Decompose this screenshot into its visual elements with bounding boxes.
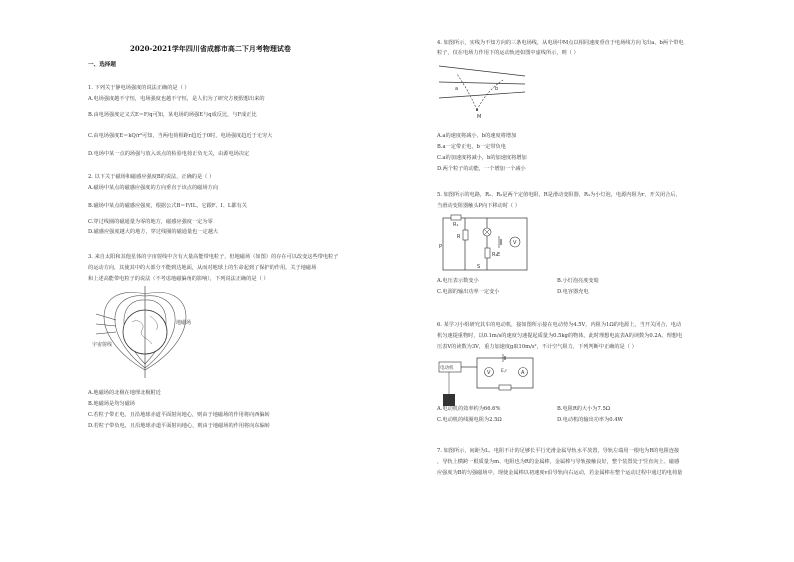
q1-option-c: C.由电场强度E＝kQ/r²可知，当两电荷相距r趋近于0时，电场强度趋近于无穷大	[88, 133, 273, 139]
svg-text:A: A	[521, 370, 525, 376]
particle-a-label: a	[455, 86, 459, 92]
q5-option-c: C.电源的输出功率一定变小	[437, 289, 500, 295]
weight	[443, 394, 455, 406]
q4-stem-line2: 粒子，仅在电场力作用下的运动轨迹如图中虚线所示，则（ ）	[437, 50, 579, 56]
q3-stem-line2: 的运动方向，其使其中的大部分不能到达地面，从而对地球上的生命起到了保护的作用。关于地磁场	[88, 265, 317, 271]
resistor-r2	[485, 248, 490, 258]
q5-option-a: A.电压表示数变小	[437, 278, 479, 284]
q3-stem-line1: 3. 来自太阳和其他星体的宇宙射线中含有大量高能带电粒子，但地磁场（如图）的存在可以改变这些带电粒子	[88, 254, 339, 260]
svg-text:P: P	[439, 244, 443, 250]
cosmic-ray-label: 宇宙射线	[92, 342, 113, 348]
q4-option-b: B.a一定带正电，b一定带负电	[437, 144, 506, 150]
q5-stem-line1: 5. 如图所示的电路，R₁、R₂是两个定值电阻，R是滑动变阻器，R₃为小灯泡，电源内阻为r，开关闭合后，	[437, 192, 681, 198]
svg-text:V: V	[487, 370, 491, 376]
svg-text:E,r: E,r	[501, 369, 508, 374]
resistor-r	[463, 230, 468, 240]
q7-stem-line2: ，导轨上横跨一根质量为m、电阻也为R的金属棒，金属棒与导轨接触良好，整个装置处于竖直向上、磁感	[437, 459, 680, 465]
q4-stem-line1: 4. 如图所示，实线为不知方向的三条电场线，从电场中M点以相同速度垂直于电场线方向飞出a、b两个带电	[437, 40, 684, 46]
q2-option-a: A.磁场中某点的磁感应强度的方向垂直于该点的磁场方向	[88, 185, 218, 191]
q6-option-d: D.电动机的输出功率为0.4W	[557, 417, 623, 423]
motor-circuit-figure	[437, 352, 537, 408]
q2-option-b: B.磁场中某点的磁感应强度，根据公式B＝F/IL，它跟F、I、L都有关	[88, 203, 247, 209]
particle-b-label: b	[495, 86, 499, 92]
q1-option-a: A.电场强度越不守恒，电场强度也越不守恒，是人们为了研究方便假想出来的	[88, 96, 265, 102]
svg-text:R₂: R₂	[492, 252, 498, 258]
point-m-label: M	[477, 114, 482, 120]
section-heading: 一、选择题	[88, 62, 116, 68]
q3-option-a: A.地磁场的北极在地理北极附近	[88, 390, 161, 396]
resistor-r1	[451, 215, 461, 220]
q1-stem: 1. 下列关于静电场强度的说法正确的是（ ）	[88, 85, 190, 91]
q6-stem-line2: 机匀速提重物时，以0.1m/s的速度匀速提起质量为0.5kg的物体，此时理想电流表A的读数为0.2A，理想电	[437, 333, 683, 339]
q2-option-c: C.穿过线圈的磁通量为零的地方，磁感应强度一定为零	[88, 219, 213, 225]
q6-option-b: B.电阻R的大小为7.5Ω	[557, 406, 611, 412]
q2-stem: 2. 以下关于磁场和磁感应强度B的说法，正确的是（ ）	[88, 174, 215, 180]
svg-text:E: E	[497, 252, 501, 258]
q6-stem-line1: 6. 某学习小组研究其车的电动机，接如图所示接在电动势为4.5V，内阻为1Ω的电源上，当开关闭合，电动	[437, 322, 682, 328]
q4-option-c: C.a的加速度将减小，b的加速度将增加	[437, 155, 527, 161]
circuit-figure-q5	[437, 212, 533, 274]
svg-text:R: R	[457, 234, 461, 240]
svg-text:S: S	[477, 264, 481, 270]
q5-stem-line2: 当滑动变阻器触头P向下移动时（ ）	[437, 203, 520, 209]
resistor-q6	[499, 385, 511, 390]
q3-stem-line3: 和上述高能带电粒子的说法（不考虑地磁偏角的影响），下列说法正确的是（ ）	[88, 276, 269, 282]
q3-option-b: B.地磁场是均匀磁场	[88, 401, 135, 407]
q5-option-b: B.小灯泡亮度变暗	[557, 278, 599, 284]
geomagnetic-field-label: 地磁场	[176, 320, 192, 326]
q6-option-c: C.电动机的线圈电阻为2.5Ω	[437, 417, 502, 423]
svg-text:电动机: 电动机	[440, 366, 454, 371]
earth-magnetic-field-figure	[90, 284, 200, 380]
q1-option-d: D.电场中某一点的场强与放入该点的检验电荷正负无关，由源电场决定	[88, 151, 250, 157]
q3-option-c: C.若粒子带正电，且沿地球赤道平面射向地心，则由于地磁场的作用将向西偏转	[88, 412, 270, 418]
q6-option-a: A.电动机的效率约为66.6%	[437, 406, 501, 412]
q4-option-d: D.两个粒子的动能，一个增加一个减小	[437, 166, 526, 172]
svg-text:V: V	[513, 240, 517, 246]
q5-option-d: D.电容器充电	[557, 289, 589, 295]
q7-stem-line1: 7. 如图所示，间距为L、电阻不计的足够长平行光滑金属导轨水平放置，导轨左端用一根电为R的电阻连接	[437, 448, 680, 454]
q3-option-d: D.若粒子带负电，且沿地球赤道平面射向地心，则由于地磁场的作用将向东偏转	[88, 423, 270, 429]
q4-option-a: A.a的速度将减小，b的速度将增加	[437, 133, 517, 139]
q1-option-b: B.由电场强度定义式E＝F/q可知，某电场的场强E与q成反比，与F成正比	[88, 112, 257, 118]
svg-text:R₁: R₁	[453, 222, 459, 228]
page-title: 2020-2021学年四川省成都市高二下月考物理试卷	[130, 44, 291, 53]
electric-field-lines-figure	[437, 60, 527, 120]
q2-option-d: D.磁感应强度越大的地方，穿过线圈的磁通量也一定越大	[88, 229, 219, 235]
q7-stem-line3: 应强度为B的匀强磁场中，现使金属棒以初速度v沿导轨向右运动，若金属棒在整个运动过程中通过的电荷量	[437, 470, 683, 476]
q6-stem-line3: 压表V的读数为3V，重力加速度g取10m/s²，不计空气阻力，下列判断中正确的是（ ）	[437, 344, 637, 350]
